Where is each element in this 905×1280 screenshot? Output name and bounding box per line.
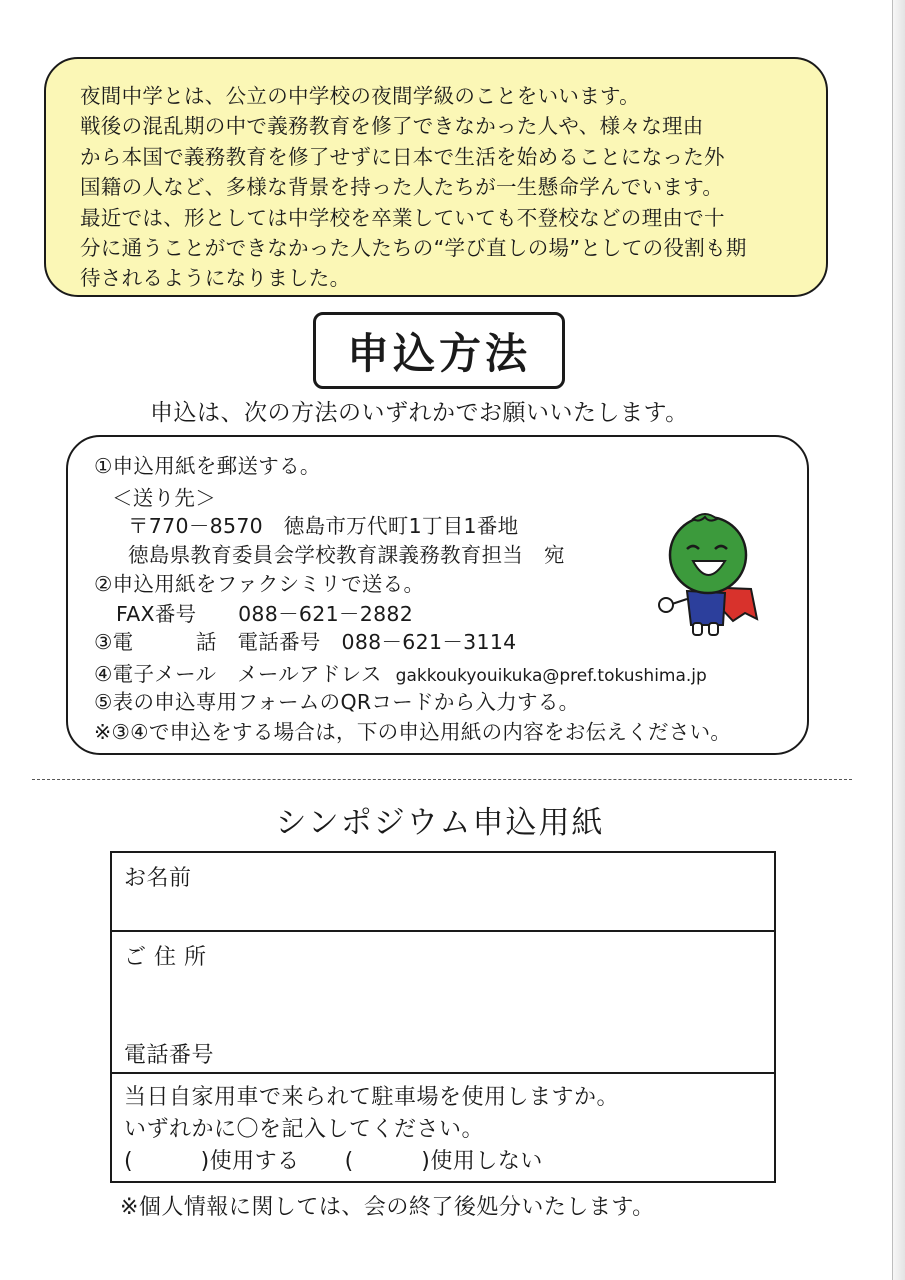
email-label: ④電子メール メールアドレス: [94, 662, 382, 686]
parking-instruction: いずれかに〇を記入してください。: [124, 1117, 485, 1142]
method-email: [94, 657, 707, 687]
mail-recipient: 徳島県教育委員会学校教育課義務教育担当 宛: [128, 543, 565, 567]
intro-line: 国籍の人など、多様な背景を持った人たちが一生懸命学んでいます。: [80, 175, 724, 200]
intro-line: 分に通うことができなかった人たちの“学び直しの場”としての役割も期: [80, 236, 747, 261]
intro-line: から本国で義務教育を修了せずに日本で生活を始めることになった外: [80, 144, 725, 169]
method-phone: ③電 話 電話番号 088－621－3114: [94, 630, 517, 654]
application-heading: 申込方法: [313, 312, 565, 389]
mascot-illustration: [653, 509, 773, 639]
intro-line: 戦後の混乱期の中で義務教育を修了できなかった人や、様々な理由: [80, 114, 704, 139]
intro-box: [44, 57, 828, 297]
form-title: シンポジウム申込用紙: [275, 805, 605, 841]
application-form-table: [110, 851, 776, 1183]
parking-question: 当日自家用車で来られて駐車場を使用しますか。: [124, 1085, 620, 1110]
phone-label: 電話番号: [124, 1043, 215, 1068]
name-label: お名前: [124, 866, 192, 891]
name-row: [112, 853, 774, 930]
parking-options: ( )使用する ( )使用しない: [124, 1149, 543, 1174]
application-methods-box: [66, 435, 809, 755]
mail-address: 〒770－8570 徳島市万代町1丁目1番地: [128, 514, 519, 538]
privacy-note: ※個人情報に関しては、会の終了後処分いたします。: [120, 1195, 655, 1220]
method-mail: ①申込用紙を郵送する。: [94, 454, 321, 478]
cut-line: [32, 779, 852, 780]
send-to-label: ＜送り先＞: [112, 486, 216, 510]
address-label: ご 住 所: [124, 945, 207, 970]
intro-line: 待されるようになりました。: [80, 266, 351, 291]
address-row: [112, 930, 774, 1072]
email-address: gakkoukyouikuka@pref.tokushima.jp: [395, 666, 707, 686]
method-note: ※③④で申込をする場合は，下の申込用紙の内容をお伝えください。: [94, 720, 732, 744]
parking-row: [112, 1072, 774, 1182]
method-fax: ②申込用紙をファクシミリで送る。: [94, 572, 425, 596]
intro-line: 夜間中学とは、公立の中学校の夜間学級のことをいいます。: [80, 84, 640, 108]
page-edge: [892, 0, 905, 1280]
method-qr: ⑤表の申込専用フォームのQRコードから入力する。: [94, 690, 580, 714]
intro-line: 最近では、形としては中学校を卒業していても不登校などの理由で十: [80, 205, 725, 230]
application-intro-text: 申込は、次の方法のいずれかでお願いいたします。: [150, 400, 689, 426]
fax-number: FAX番号 088－621－2882: [116, 602, 414, 626]
